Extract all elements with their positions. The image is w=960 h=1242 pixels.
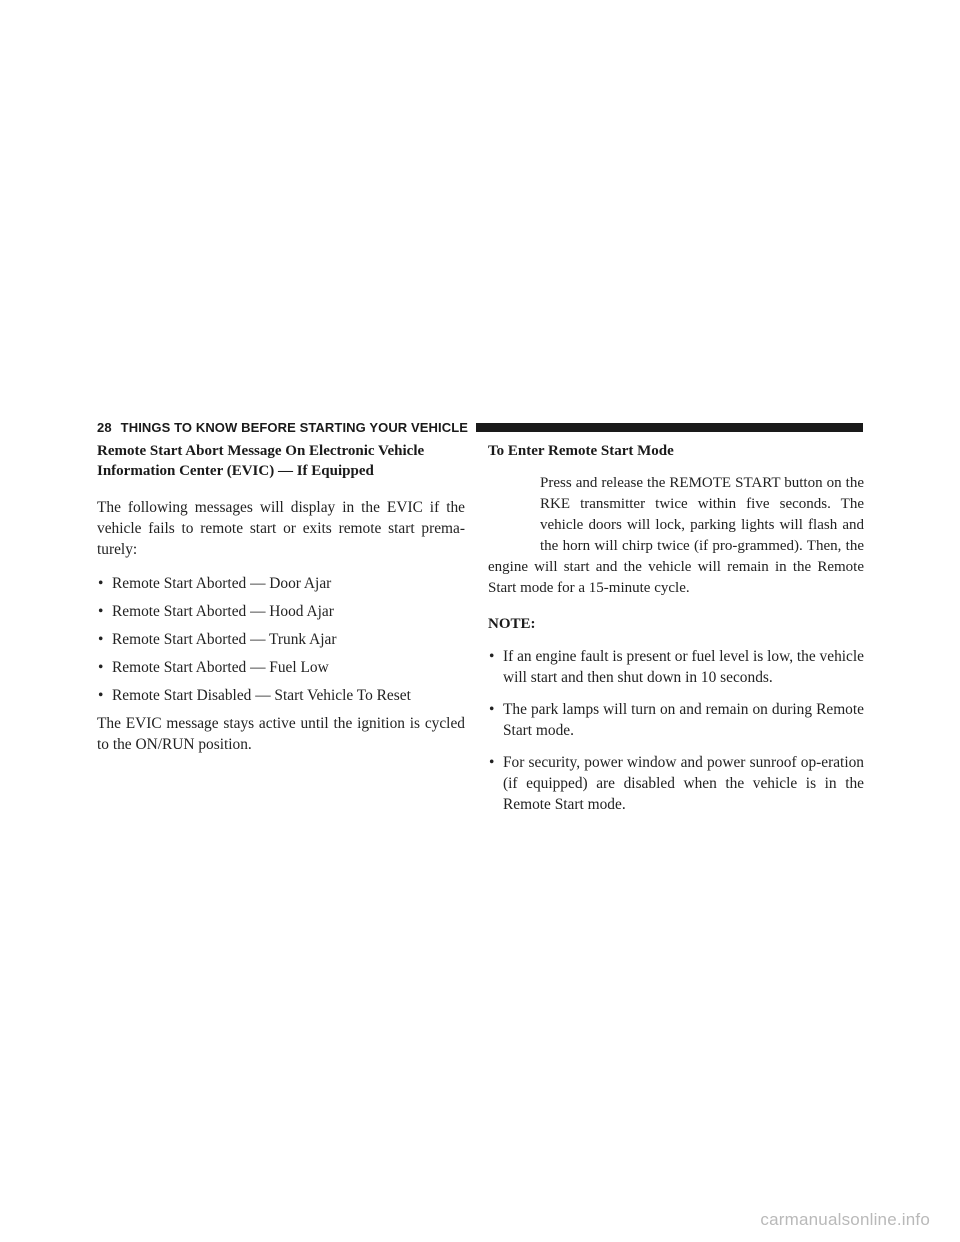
instruction-paragraph: Press and release the REMOTE START button on the RKE transmitter twice within five seconds. The vehicle doors will lock, parking lights will flash and the horn will chirp twice (if pro-grammed). Then, the engine will start and the vehicle will remain in the Remote Start mode for a 15-minute cycle. bbox=[488, 475, 864, 596]
bullet-icon: • bbox=[98, 631, 104, 648]
list-item bbox=[97, 601, 465, 622]
bullet-icon: • bbox=[489, 701, 495, 718]
indent-space bbox=[488, 473, 540, 557]
section-heading-enter-remote-start: To Enter Remote Start Mode bbox=[488, 443, 674, 459]
list-item-text: The park lamps will turn on and remain on during Remote Start mode. bbox=[503, 701, 864, 739]
list-item bbox=[97, 685, 465, 706]
intro-paragraph: The following messages will display in the EVIC if the vehicle fails to remote start or exits remote start prema-turely: bbox=[97, 499, 465, 558]
list-item bbox=[97, 629, 465, 650]
page-number: 28 bbox=[97, 419, 112, 435]
list-item-text: Remote Start Aborted — Trunk Ajar bbox=[112, 631, 337, 648]
list-item bbox=[97, 573, 465, 594]
list-item-text: If an engine fault is present or fuel level is low, the vehicle will start and then shut down in 10 seconds. bbox=[503, 648, 864, 686]
bullet-icon: • bbox=[98, 603, 104, 620]
list-item-text: Remote Start Aborted — Hood Ajar bbox=[112, 603, 334, 620]
bullet-icon: • bbox=[489, 648, 495, 665]
section-title: THINGS TO KNOW BEFORE STARTING YOUR VEHICLE bbox=[120, 419, 469, 435]
page-header bbox=[97, 419, 863, 435]
instruction-block bbox=[488, 473, 864, 599]
list-item-text: Remote Start Disabled — Start Vehicle To Reset bbox=[112, 687, 411, 704]
list-item bbox=[488, 752, 864, 815]
bullet-icon: • bbox=[98, 659, 104, 676]
bullet-icon: • bbox=[98, 575, 104, 592]
bullet-icon: • bbox=[98, 687, 104, 704]
list-item bbox=[97, 657, 465, 678]
left-column bbox=[97, 441, 465, 755]
list-item bbox=[488, 699, 864, 741]
list-item-text: Remote Start Aborted — Door Ajar bbox=[112, 575, 332, 592]
watermark: carmanualsonline.info bbox=[760, 1210, 930, 1229]
closing-paragraph: The EVIC message stays active until the ignition is cycled to the ON/RUN position. bbox=[97, 715, 465, 753]
bullet-icon: • bbox=[489, 754, 495, 771]
list-item-text: Remote Start Aborted — Fuel Low bbox=[112, 659, 329, 676]
section-heading-abort-message: Remote Start Abort Message On Electronic Vehicle Information Center (EVIC) — If Equipped bbox=[97, 443, 425, 479]
list-item-text: For security, power window and power sunroof op-eration (if equipped) are disabled when the vehicle is in the Remote Start mode. bbox=[503, 754, 864, 813]
header-rule bbox=[476, 423, 863, 432]
list-item bbox=[488, 646, 864, 688]
right-column bbox=[488, 441, 864, 826]
note-label: NOTE: bbox=[488, 616, 536, 632]
